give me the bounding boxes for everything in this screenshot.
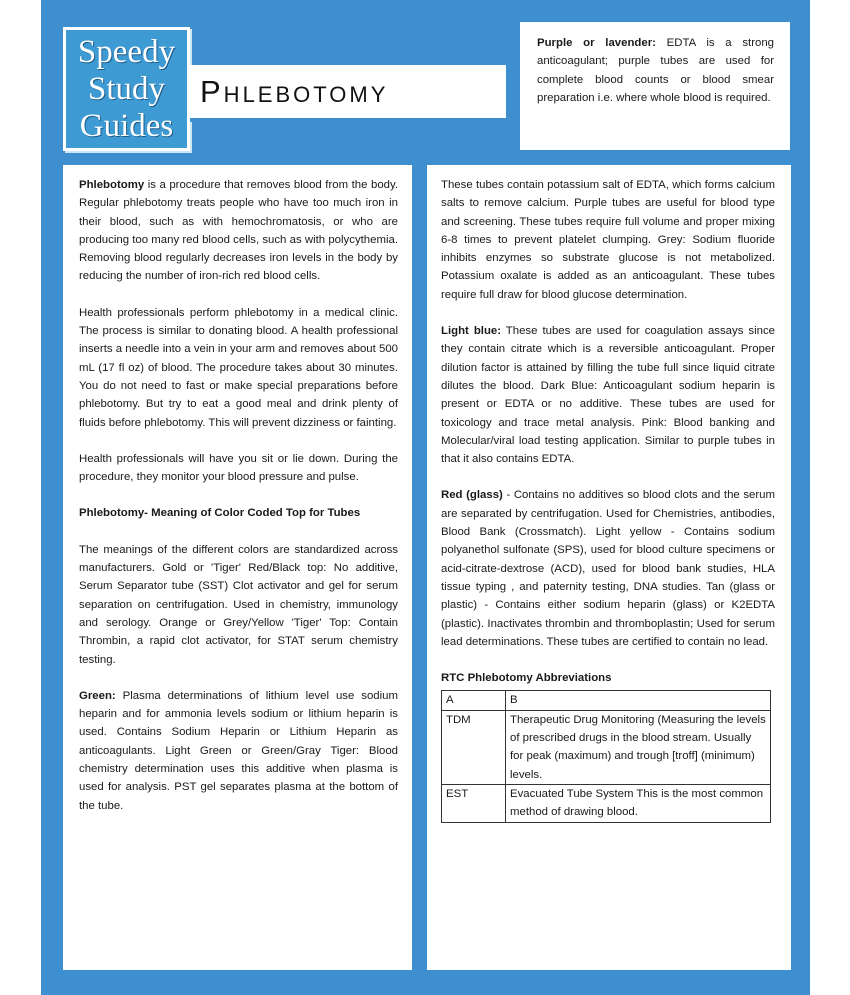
table-cell-abbr: TDM bbox=[442, 710, 506, 784]
light-blue-paragraph bbox=[441, 322, 775, 468]
light-blue-lead: Light blue: bbox=[441, 325, 502, 338]
abbreviations-title: RTC Phlebotomy Abbreviations bbox=[441, 672, 612, 685]
red-glass-text: - Contains no additives so blood clots and the serum are separated by centrifugation. Used for Chemistries, antibodies, Blood Bank (Crossmatch). Light yellow - Contains sodium polyanethol sulfonate (SPS), used for blood culture specimens or acid-citrate-dextrose (ACD), used for blood bank studies, HLA tissue typing , and paternity testing, DNA studies. Tan (glass or plastic) - Contains either sodium heparin (glass) or K2EDTA (plastic). Inactivates thrombin and thromboplastin; Used for serum lead determinations. These tubes are certified to contain no lead. bbox=[441, 489, 775, 648]
table-row bbox=[442, 710, 771, 784]
color-meaning-paragraph: The meanings of the different colors are standardized across manufacturers. Gold or 'Tiger' Red/Black top: No additive, Serum Separator tube (SST) Clot activator and gel for serum separation on centrifugation. Used in chemistry, immunology and serology. Orange or Grey/Yellow 'Tiger' Top: Contain Thrombin, a rapid clot activator, for STAT serum chemistry testing. bbox=[79, 543, 398, 666]
green-lead: Green: bbox=[79, 689, 116, 702]
right-column bbox=[427, 165, 791, 970]
edta-paragraph: These tubes contain potassium salt of EDTA, which forms calcium salts to remove calcium. Purple tubes are useful for blood type and screening. These tubes require full volume and proper mixing 6-8 times to prevent platelet clumping. Grey: Sodium fluoride inhibits enzymes so substrate glucose is not metabolized. Potassium oxalate is added as an anticoagulant. These tubes require full draw for blood glucose determination. bbox=[441, 179, 775, 301]
page-title: Phlebotomy bbox=[200, 73, 389, 109]
logo-line-1: Speedy bbox=[77, 33, 176, 70]
speedy-study-guides-logo bbox=[63, 27, 190, 151]
red-glass-paragraph bbox=[441, 486, 775, 651]
left-column bbox=[63, 165, 412, 970]
purple-lavender-paragraph bbox=[537, 34, 774, 107]
table-row bbox=[442, 784, 771, 822]
monitoring-paragraph: Health professionals will have you sit or lie down. During the procedure, they monitor your blood pressure and pulse. bbox=[79, 452, 398, 484]
purple-lavender-text: EDTA is a strong anticoagulant; purple tubes are used for complete blood counts or blood smear preparation i.e. where whole blood is required. bbox=[537, 37, 775, 104]
logo-line-3: Guides bbox=[79, 107, 174, 144]
table-header-b: B bbox=[506, 691, 771, 710]
green-paragraph bbox=[79, 687, 398, 815]
purple-lavender-lead: Purple or lavender: bbox=[537, 37, 656, 49]
table-cell-meaning: Therapeutic Drug Monitoring (Measuring the levels of prescribed drugs in the blood stream. Usually for peak (maximum) and trough [troff] (minimum) levels. bbox=[506, 710, 771, 784]
green-text: Plasma determinations of lithium level use sodium heparin and for ammonia levels sodium or lithium heparin is used. Contains Sodium Heparin or Lithium Heparin as anticoagulants. Light Green or Green/Gray Tiger: Blood chemistry determination uses this additive when plasma is used for analysis. PST gel separates plasma at the bottom of the tube. bbox=[79, 689, 398, 812]
red-glass-lead: Red (glass) bbox=[441, 489, 503, 502]
phlebotomy-intro-text: is a procedure that removes blood from the body. Regular phlebotomy treats people who have too much iron in their blood, such as with hemochromatosis, or who are producing too many red blood cells, such as with polycythemia. Removing blood regularly decreases iron levels in the body by reducing the number of iron-rich red blood cells. bbox=[79, 179, 398, 283]
table-header-row bbox=[442, 691, 771, 710]
top-right-panel bbox=[520, 22, 790, 150]
table-cell-abbr: EST bbox=[442, 784, 506, 822]
phlebotomy-intro-paragraph bbox=[79, 176, 398, 286]
table-header-a: A bbox=[442, 691, 506, 710]
procedure-paragraph: Health professionals perform phlebotomy in a medical clinic. The process is similar to donating blood. A health professional inserts a needle into a vein in your arm and removes about 500 mL (17 fl oz) of blood. The procedure takes about 30 minutes. You do not need to fast or make special preparations before phlebotomy. But try to eat a good meal and drink plenty of fluids before phlebotomy. This will prevent dizziness or fainting. bbox=[79, 306, 398, 429]
phlebotomy-lead: Phlebotomy bbox=[79, 179, 145, 191]
logo-line-2: Study bbox=[87, 70, 166, 107]
color-coded-heading: Phlebotomy- Meaning of Color Coded Top for Tubes bbox=[79, 507, 361, 520]
abbreviations-table bbox=[441, 690, 771, 822]
table-cell-meaning: Evacuated Tube System This is the most common method of drawing blood. bbox=[506, 784, 771, 822]
light-blue-text: These tubes are used for coagulation assays since they contain citrate which is a reversible anticoagulant. Proper dilution factor is attained by filling the tube full since liquid citrate dilutes the blood. Dark Blue: Anticoagulant sodium heparin is present or EDTA or no additive. These tubes are used for toxicology and trace metal analysis. Pink: Blood banking and Molecular/viral load testing application. Similar to purple tubes in that it also contains EDTA. bbox=[441, 325, 775, 466]
title-banner bbox=[190, 65, 506, 122]
